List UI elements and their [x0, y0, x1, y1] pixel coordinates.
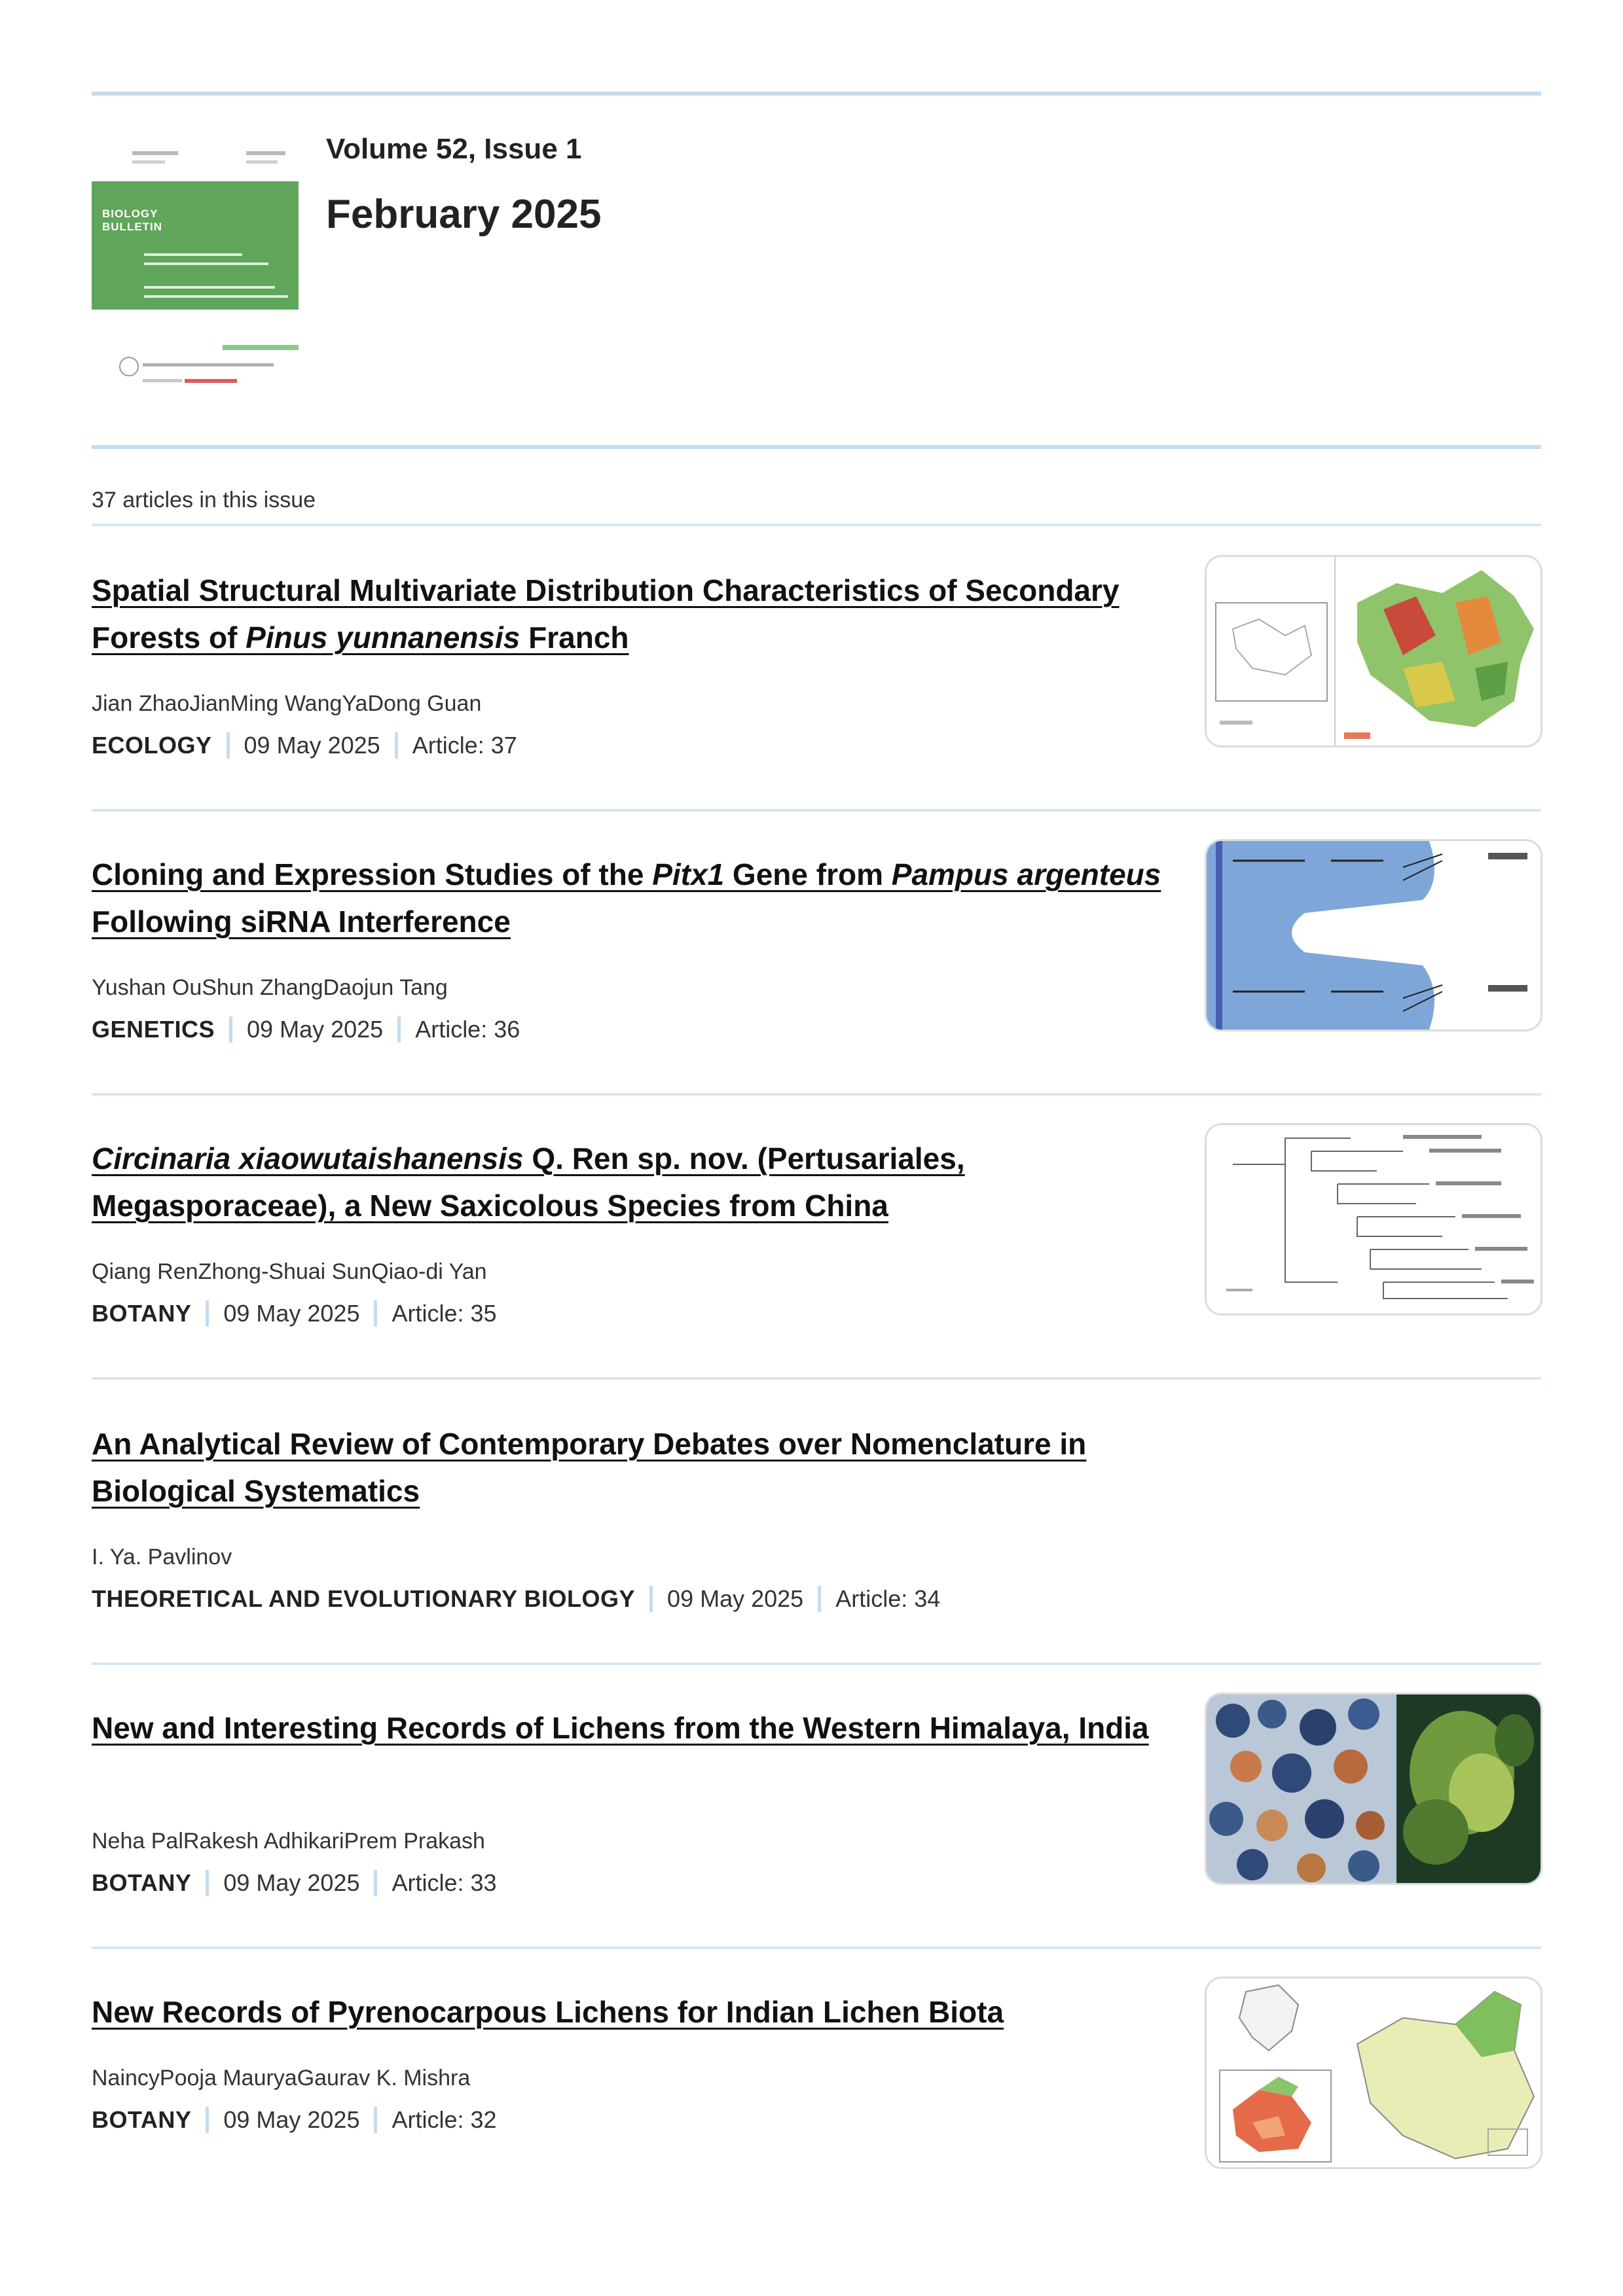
article-date: 09 May 2025	[247, 1016, 384, 1043]
article-title-link[interactable]: Cloning and Expression Studies of the Pitx1 Gene from Pampus argenteus Following siRNA Interference	[92, 857, 1161, 939]
article-authors: I. Ya. Pavlinov	[92, 1545, 232, 1570]
issue-date: February 2025	[326, 192, 602, 237]
journal-cover[interactable]	[92, 141, 299, 396]
article-subject[interactable]: ECOLOGY	[92, 732, 212, 759]
article-authors: Neha PalRakesh AdhikariPrem Prakash	[92, 1829, 485, 1854]
article-divider	[92, 1093, 1541, 1096]
article-item	[92, 1135, 1541, 1384]
article-authors: Yushan OuShun ZhangDaojun Tang	[92, 975, 448, 1000]
article-date: 09 May 2025	[223, 1869, 360, 1896]
article-meta	[92, 732, 517, 759]
cover-panel	[92, 181, 299, 310]
article-date: 09 May 2025	[244, 732, 380, 759]
article-number: Article: 37	[412, 732, 517, 759]
article-meta	[92, 1585, 940, 1613]
article-title-link[interactable]: An Analytical Review of Contemporary Debates over Nomenclature in Biological Systematics	[92, 1427, 1087, 1508]
article-item	[92, 1420, 1541, 1669]
article-authors: Jian ZhaoJianMing WangYaDong Guan	[92, 691, 482, 716]
article-number: Article: 33	[392, 1869, 497, 1896]
publisher-logo	[119, 357, 276, 386]
article-subject[interactable]: GENETICS	[92, 1016, 215, 1043]
article-authors: Qiang RenZhong-Shuai SunQiao-di Yan	[92, 1259, 487, 1284]
article-number: Article: 32	[392, 2106, 497, 2133]
article-meta	[92, 1869, 497, 1897]
article-item	[92, 851, 1541, 1100]
article-authors: NaincyPooja MauryaGaurav K. Mishra	[92, 2066, 471, 2090]
list-divider	[92, 524, 1541, 526]
article-subject[interactable]: BOTANY	[92, 1869, 192, 1896]
article-title-link[interactable]: New Records of Pyrenocarpous Lichens for Indian Lichen Biota	[92, 1995, 1004, 2029]
article-thumbnail[interactable]	[1205, 839, 1542, 1031]
top-divider	[92, 92, 1541, 96]
issue-volume: Volume 52, Issue 1	[326, 133, 582, 165]
article-number: Article: 36	[415, 1016, 520, 1043]
article-divider	[92, 809, 1541, 812]
article-item	[92, 567, 1541, 816]
article-subject[interactable]: BOTANY	[92, 2106, 192, 2133]
article-thumbnail[interactable]	[1205, 1123, 1542, 1316]
article-divider	[92, 1377, 1541, 1380]
article-thumbnail[interactable]	[1205, 1693, 1542, 1885]
article-subject[interactable]: THEORETICAL AND EVOLUTIONARY BIOLOGY	[92, 1585, 636, 1612]
article-thumbnail[interactable]	[1205, 1977, 1542, 2169]
article-divider	[92, 1946, 1541, 1949]
article-count: 37 articles in this issue	[92, 488, 316, 512]
article-date: 09 May 2025	[223, 2106, 360, 2133]
article-title-link[interactable]: Circinaria xiaowutaishanensis Q. Ren sp. nov. (Pertusariales, Megasporaceae), a New Saxicolous Species from China	[92, 1141, 965, 1223]
article-meta	[92, 1016, 520, 1043]
article-number: Article: 35	[392, 1300, 497, 1327]
article-subject[interactable]: BOTANY	[92, 1300, 192, 1327]
article-date: 09 May 2025	[667, 1585, 804, 1612]
article-thumbnail[interactable]	[1205, 555, 1542, 747]
header-divider	[92, 445, 1541, 449]
cover-title: BIOLOGY BULLETIN	[102, 207, 163, 233]
article-meta	[92, 2106, 497, 2134]
article-meta	[92, 1300, 497, 1327]
article-item	[92, 1704, 1541, 1953]
article-title-link[interactable]: New and Interesting Records of Lichens from the Western Himalaya, India	[92, 1711, 1149, 1745]
article-date: 09 May 2025	[223, 1300, 360, 1327]
article-item	[92, 1988, 1541, 2237]
article-title-link[interactable]: Spatial Structural Multivariate Distribution Characteristics of Secondary Forests of Pinus yunnanensis Franch	[92, 573, 1120, 655]
article-number: Article: 34	[835, 1585, 941, 1612]
article-divider	[92, 1662, 1541, 1665]
